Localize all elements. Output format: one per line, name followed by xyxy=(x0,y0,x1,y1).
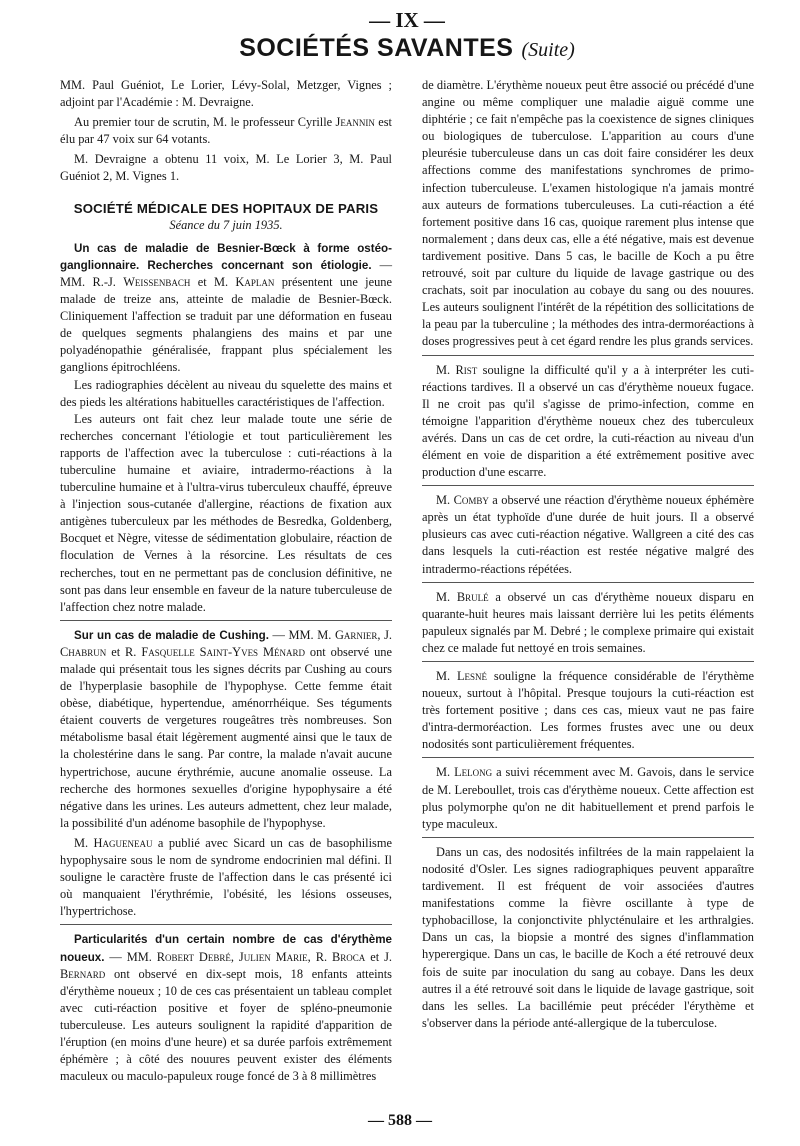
author-name: Robert Debré xyxy=(156,949,231,964)
paragraph: de diamètre. L'érythème noueux peut être associé ou précédé d'une angine ou même compliquer une maladie aiguë comme une diphtérie ; ce fait n'empêche pas la coexistence de signes cliniques ou biologiques de tuberculose. L'apparition au cours d'une pleurésie tuberculeuse dans un cas doit faire considérer les deux affections comme des manifestations synchromes de primo-infection tuberculeuse. L'examen histologique n'a jamais montré aux auteurs de formations tuberculeuses. La cuti-réaction a été fortement positive dans 16 cas, quoique rarement plus intense que normalement ; dans deux cas, elle a été négative, mais est devenue tardivement positive. Dans 5 cas, le bacille de Koch a pu être retrouvé, soit par culture du liquide de lavage gastrique ou des crachats, soit par inoculation au cobaye du sang ou des nouures. Les auteurs soulignent l'intérêt de la répétition des sollicitations de la peau par la tuberculine ; la méthodes des intra-dermoréactions à doses progressives peut à cet égard rendre les plus grands services. xyxy=(422,77,754,356)
author-name: Jeannin xyxy=(335,115,375,130)
author-name: Kaplan xyxy=(235,274,275,289)
paragraph: Dans un cas, des nodosités infiltrées de la main rappelaient la nodosité d'Osler. Les signes radiographiques peuvent apparaître tardivement. Il est fréquent de voir associées d'autres manifestations comme la fièvre oscillante à type de typhobacillose, la conjonctivite phlycténulaire et les arthralgies. Dans un cas, la biopsie a montré des signes d'inflammation hyperergique. Dans un cas, le bacille de Koch a été retrouvé deux fois de suite par inoculation du sang au cobaye. Dans les deux autres il a été retrouvé soit dans le liquide de lavage gastrique, soit dans les selles. La bacillémie peut précéder l'érythème et s'observer dans la période anté-allergique de la tuberculose. xyxy=(422,844,754,1030)
article-cushing: Sur un cas de maladie de Cushing. — MM. M. Garnier, J. Chabrun et R. Fasquelle Saint-Yves Ménard ont observé une malade qui présentait tous les signes décrits par Cushing au cours de l'hyperplasie basophile de l'hypophyse. Cette femme était obèse, diabétique, hypertendue, aménorrhéique. Ses téguments étaient couverts de vergetures rougeâtres très nombreuses. Son métabolisme basal était légèrement augmenté ainsi que le taux de la cholestérine dans le sang. Par contre, la malade n'avait aucune hypertrichose, aucune érythrémie, aucune anomalie osseuse. La recherche des hormones sexuelles d'origine hypophysaire a été négative dans les urines. Les auteurs admettent, chez leur malade, la possibilité d'un adénome basophile de l'hypophyse. xyxy=(60,627,392,830)
page-header xyxy=(60,32,754,68)
paragraph: Au premier tour de scrutin, M. le professeur Cyrille Jeannin est élu par 47 voix sur 64 votants. xyxy=(60,115,392,147)
roman-page-number: — IX — xyxy=(369,8,445,32)
page-number: — 588 — xyxy=(368,1112,432,1129)
right-column xyxy=(422,77,754,1088)
society-heading: SOCIÉTÉ MÉDICALE DES HOPITAUX DE PARIS xyxy=(73,200,379,216)
columns xyxy=(60,77,754,1088)
session-date: Séance du 7 juin 1935. xyxy=(169,217,283,232)
article-title: Particularités d'un certain nombre de cas d'érythème noueux. xyxy=(60,933,392,964)
article-besnier-boeck: Un cas de maladie de Besnier-Bœck à forme ostéo-ganglionnaire. Recherches concernant son étiologie. — MM. R.-J. Weissenbach et M. Kaplan présentent une jeune malade de treize ans, atteinte de maladie de Besnier-Bœck. Cliniquement l'affection se traduit par une déformation en fuseau de quelques segments phalangiens des mains et par une polyadénopathie généralisée, frappant plus spécialement les ganglions épitrochléens. Les radiographies décèlent au niveau du squelette des mains et des pieds les altérations habituelles caractéristiques de l'affection. Les auteurs ont fait chez leur malade toute une série de recherches concernant l'étiologie et tout particulièrement les rapports de l'affection avec la tuberculose : cuti-réactions à la tuberculine humaine et aviaire, intradermo-réactions à la tuberculine humaine et à l'ultra-virus tuberculeux chauffé, épreuve à l'injection sous-cutanée d'allergine, réactions de fixation aux antigènes tuberculeux par les méthodes de Besredka, Goldenberg, Bocquet et Nègre, vitesse de sédimentation globulaire, réaction de floculation de Vernes à la résorcine. Les résultats de ces recherches, tout en ne permettant pas de conclusion définitive, ne sont pas dans leur ensemble en faveur de la nature tuberculeuse de l'affection chez notre malade. xyxy=(60,240,392,621)
section-suite: (Suite) xyxy=(521,39,575,61)
paragraph: M. Brulé a observé un cas d'érythème noueux disparu en quarante-huit heures mais laissant derrière lui les petits éléments papuleux signalés par M. Debré ; le complexe primaire qui existait chez ce malade fut nettoyé en trois semaines. xyxy=(422,589,754,662)
author-name: Lelong xyxy=(454,765,493,780)
author-name: Hagueneau xyxy=(93,835,153,850)
author-name: Brulé xyxy=(456,589,489,604)
paragraph: M. Lelong a suivi récemment avec M. Gavois, dans le service de M. Lereboullet, trois cas d'érythème noueux. Cette affection est plus polymorphe qu'on ne dit habituellement et prend parfois le type maculeux. xyxy=(422,764,754,837)
paragraph: M. Hagueneau a publié avec Sicard un cas de basophilisme hypophysaire sous le nom de syndrome endocrinien mal défini. Il souligne le caractère fruste de l'affection dans le cas présenté ici où manquaient l'érythrémie, l'obésité, les lésions osseuses, l'hypertrichose. xyxy=(60,835,392,925)
author-name: Garnier xyxy=(334,627,378,642)
paragraph: MM. Paul Guéniot, Le Lorier, Lévy-Solal, Metzger, Vignes ; adjoint par l'Académie : M. Devraigne. xyxy=(60,78,392,110)
author-name: Comby xyxy=(453,493,489,508)
section-title: SOCIÉTÉS SAVANTES xyxy=(239,34,514,62)
author-name: Chabrun xyxy=(60,644,107,659)
article-erytheme: Particularités d'un certain nombre de cas d'érythème noueux. — MM. Robert Debré, Julien Marie, R. Broca et J. Bernard ont observé en dix-sept mois, 18 enfants atteints d'érythème noueux ; 10 de ces cas présentaient un tableau complet avec cuti-réaction positive et foyer de spléno-pneumonie tuberculeuse. Les auteurs soulignent la rapidité d'apparition de l'éruption (en moins d'une heure) et sa durée parfois extrêmement éphémère ; à côté des nouures peuvent exister des éléments maculeux ou maculo-papuleux rouge foncé de 3 à 8 millimètres xyxy=(60,933,392,1084)
author-name: Broca xyxy=(332,949,366,964)
author-name: Rist xyxy=(455,362,478,377)
article-title: Sur un cas de maladie de Cushing. xyxy=(74,628,269,642)
paragraph: M. Rist souligne la difficulté qu'il y a à interpréter les cuti-réactions tardives. Il a observé un cas d'érythème noueux fugace. Il ne croit pas qu'il s'agisse de primo-infection, comme en témoigne l'apparition d'érythème noueux chez des tuberculeux avérés. Dans un cas de cet ordre, la cuti-réaction au niveau d'un élément en voie de disparition a été extrêmement positive avec production d'une escarre. xyxy=(422,362,754,487)
author-name: Lesné xyxy=(456,669,488,683)
author-name: Bernard xyxy=(60,966,106,981)
author-name: Fasquelle Saint-Yves Ménard xyxy=(141,644,305,659)
author-name: Julien Marie xyxy=(238,949,308,964)
left-column xyxy=(60,77,392,1088)
paragraph: M. Devraigne a obtenu 11 voix, M. Le Lorier 3, M. Paul Guéniot 2, M. Vignes 1. xyxy=(60,152,392,184)
article-title: Un cas de maladie de Besnier-Bœck à forme ostéo-ganglionnaire. Recherches concernant son étiologie. xyxy=(60,241,392,272)
author-name: Weissenbach xyxy=(123,274,191,289)
paragraph: M. Comby a observé une réaction d'érythème noueux éphémère après un état typhoïde d'une durée de huit jours. Il a observé plusieurs cas avec cuti-réaction négative. Wallgreen a cité des cas dans lesquels la cuti-réaction est restée négative malgré des intradermo-réactions répétées. xyxy=(422,492,754,582)
paragraph: M. Lesné souligne la fréquence considérable de l'érythème noueux, surtout à l'hôpital. Presque toujours la cuti-réaction est très fortement positive ; dans ces cas, mieux vaut ne pas faire d'intra-dermoréaction. Les formes frustes avec une ou deux nodosités sont particulièrement fréquentes. xyxy=(422,668,754,758)
